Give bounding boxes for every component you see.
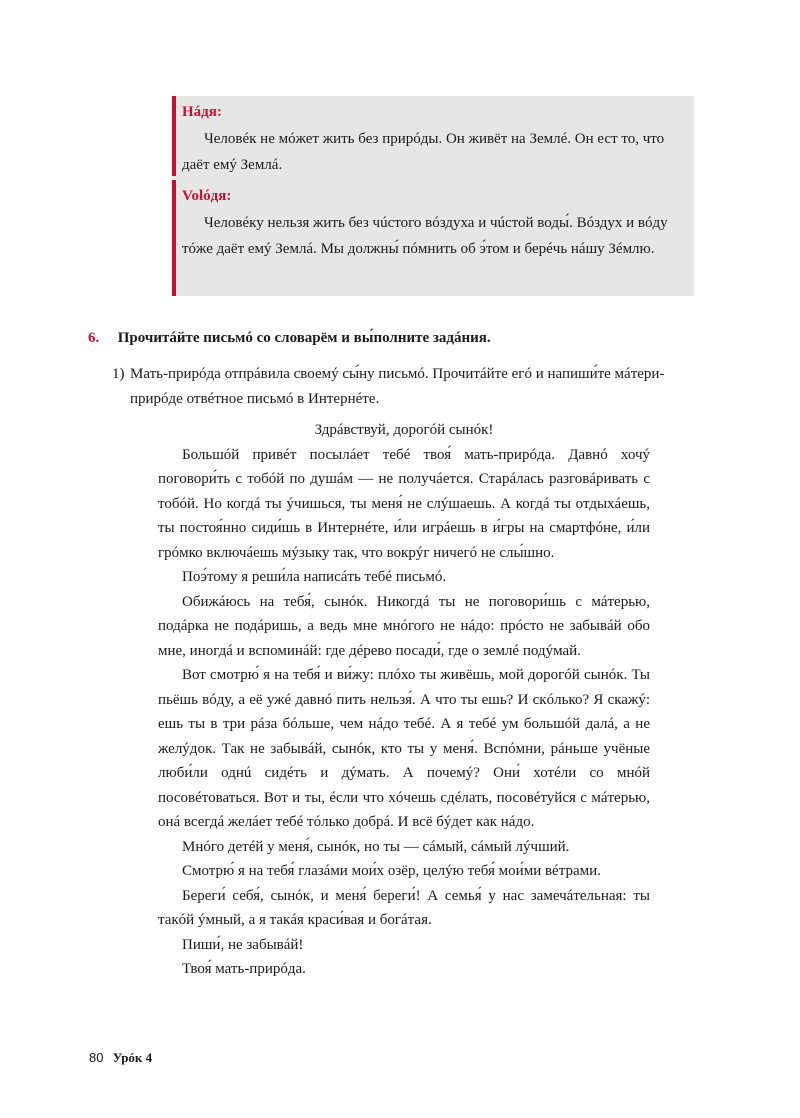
letter-paragraph: Поэ́тому я реши́ла написáть тебé письмó. [182, 569, 447, 585]
task-text: Мать-прирóда отпрáвила своемý сы́ну письмó. Прочитáйте егó и напиши́те мáтери-прирóде отвéтное письмó в Интернéте. [130, 366, 665, 407]
page-number: 80 [89, 1050, 104, 1065]
page-footer [89, 1050, 152, 1066]
exercise-heading [88, 330, 491, 347]
letter-paragraph: Смотрю́ я на тебя́ глазáми мои́х озёр, целýю тебя́ мои́ми вéтрами. [182, 863, 601, 879]
dialogue-block-nadya [172, 96, 694, 176]
task-number: 1) [112, 366, 125, 382]
speaker-text: Человéку нельзя жить без чúстого вóздуха и чúстой воды́. Вóздух и вóду тóже даёт емý Землá. Мы должны́ пóмнить об э́том и берéчь нáшу Зéмлю. [182, 215, 668, 257]
speaker-name: Volóдя: [182, 188, 232, 204]
dialogue-box [172, 96, 694, 296]
letter-greeting: Здрáвствуй, дорогóй сынóк! [314, 422, 494, 438]
letter-paragraph: Береги́ себя́, сынóк, и меня́ береги́! А семья́ у нас замечáтельная: ты такóй ýмный, а я такáя краси́вая и богáтая. [158, 887, 650, 928]
speaker-text: Человéк не мóжет жить без прирóды. Он живёт на Землé. Он ест то, что даёт емý Землá. [182, 131, 665, 173]
letter-signature: Твоя́ мать-прирóда. [182, 961, 306, 977]
exercise-number: 6. [88, 330, 100, 346]
letter-paragraph: Пиши́, не забывáй! [182, 936, 304, 953]
letter-paragraph: Обижáюсь на тебя́, сынóк. Никогдá ты не поговори́шь с мáтерью, подáрка не подáришь, а ведь мне мнóгого не нáдо: прóсто не забывáй обо мне, иногдá и вспоминáй: где дéрево посади́, где о землé подýмай. [158, 593, 650, 659]
accent-bar [172, 96, 176, 176]
letter [158, 418, 650, 982]
exercise-title: Прочитáйте письмó со словарём и вы́полните задáния. [117, 330, 491, 346]
letter-paragraph: Вот смотрю́ я на тебя́ и ви́жу: плóхо ты живёшь, мой дорогóй сынóк. Ты пьёшь вóду, а её ужé давнó пить нельзя́. А что ты ешь? И скóлько? Я скажý: ешь ты в три рáза бóльше, чем нáдо тебé. А я тебé ум большóй далá, а не желýдок. Так не забывáй, сынóк, кто ты у меня́. Вспóмни, рáньше учёные люби́ли однú сидéть и дýмать. А почемý? Они́ хотéли со мнóй посовéтоваться. Вот и ты, éсли что хóчешь сдéлать, посовéтуйся с мáтерью, онá всегдá желáет тебé тóлько добрá. И всё бýдет как нáдо. [158, 667, 650, 830]
dialogue-block-volodya [172, 180, 694, 296]
lesson-label: Урóк 4 [112, 1050, 153, 1065]
letter-paragraph: Мнóго детéй у меня́, сынóк, но ты — сáмый, сáмый лýчший. [182, 838, 570, 855]
speaker-name: Нáдя: [182, 104, 222, 120]
task-item [112, 362, 702, 412]
accent-bar [172, 180, 176, 296]
letter-paragraph: Большóй привéт посылáет тебé твоя́ мать-прирóда. Давнó хочý поговори́ть с тобóй по душáм — не получáется. Старáлась разговáривать с тобóй. Но когдá ты ýчишься, ты меня́ не слýшаешь. А когдá ты отдыхáешь, ты постоя́нно сиди́шь в Интернéте, и́ли игрáешь в и́гры на смартфóне, и́ли грóмко включáешь мýзыку так, что вокрýг ничегó не слы́шно. [158, 446, 650, 561]
